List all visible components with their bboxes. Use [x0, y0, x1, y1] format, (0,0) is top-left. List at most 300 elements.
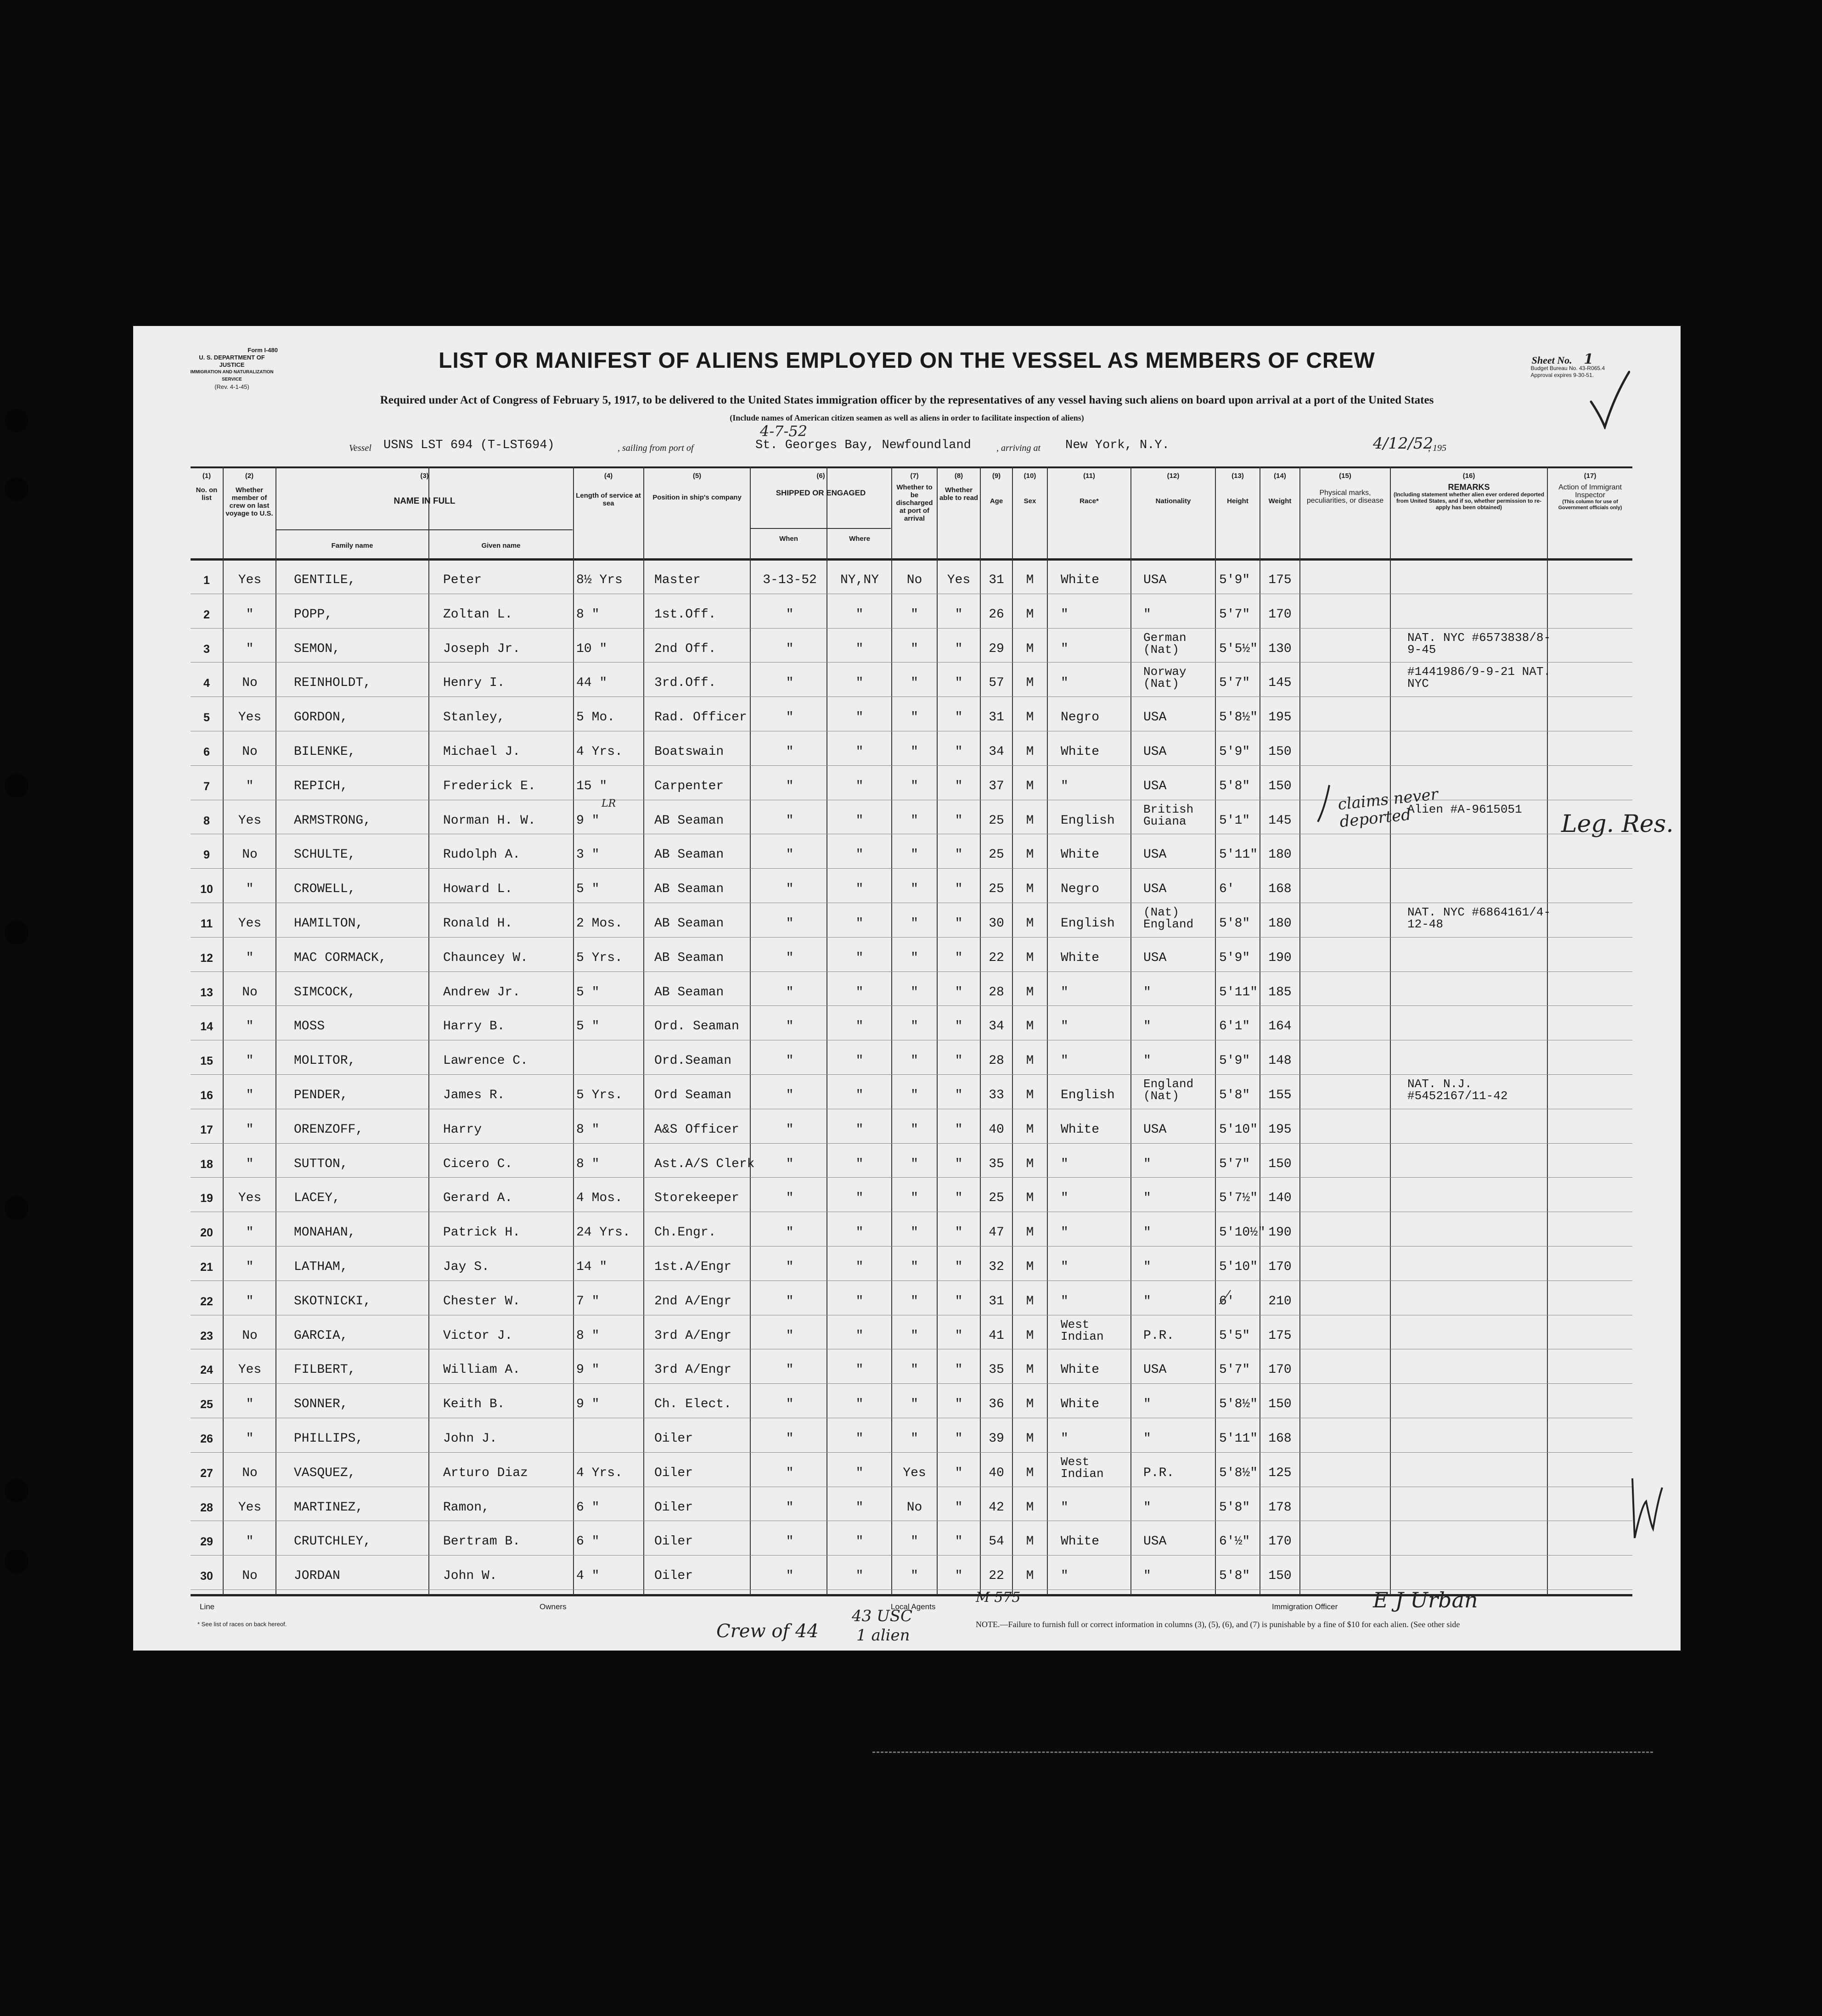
cell-race: " [1061, 985, 1068, 1000]
cell-disch: " [911, 916, 918, 931]
column-rule [573, 466, 574, 1595]
cell-service: 5 Yrs. [576, 950, 623, 965]
cell-disch: " [911, 1225, 918, 1240]
col-label: NAME IN FULL [394, 496, 456, 506]
cell-given: James R. [443, 1088, 505, 1102]
cell-given: Harry B. [443, 1019, 505, 1034]
cell-height: 5'8½" [1219, 710, 1258, 725]
cell-race: White [1061, 848, 1100, 862]
cell-race: White [1061, 745, 1100, 759]
col-13-header [1216, 472, 1260, 505]
cell-age: 33 [989, 1088, 1004, 1102]
cell-no: 27 [200, 1466, 213, 1480]
col-sublabel: (This column for use of Government officials only) [1558, 499, 1622, 511]
when-header: When [779, 535, 798, 543]
cell-age: 26 [989, 607, 1004, 622]
cell-given: Frederick E. [443, 779, 536, 793]
cell-where: " [855, 1225, 864, 1240]
cell-height: 5'9" [1219, 745, 1250, 759]
cell-position: 1st.Off. [654, 607, 716, 622]
cell-weight: 164 [1268, 1019, 1292, 1034]
cell-where: " [855, 710, 864, 725]
cell-read: " [955, 607, 963, 622]
col-number: (11) [1083, 472, 1095, 480]
cell-read: " [955, 779, 963, 793]
crew-table-top-rule [191, 466, 1632, 468]
cell-sex: M [1026, 1432, 1034, 1446]
col-label: Age [990, 497, 1003, 505]
cell-given: Ronald H. [443, 916, 513, 931]
cell-position: 3rd A/Engr [654, 1328, 732, 1343]
cell-weight: 130 [1268, 641, 1292, 656]
cell-crew: Yes [238, 1363, 262, 1377]
header-bottom-rule [191, 558, 1632, 561]
cell-crew: No [242, 745, 258, 759]
cell-given: Patrick H. [443, 1225, 521, 1240]
cell-sex: M [1026, 1294, 1034, 1308]
cell-given: Bertram B. [443, 1534, 521, 1549]
punch-hole [5, 1550, 28, 1573]
cell-race: " [1061, 1260, 1068, 1274]
cell-disch: " [911, 1397, 918, 1412]
col-number: (15) [1339, 472, 1351, 480]
cell-sex: M [1026, 882, 1034, 897]
cell-weight: 170 [1268, 607, 1292, 622]
cell-nat: " [1143, 985, 1151, 1000]
col-12-header [1131, 472, 1215, 505]
cell-crew: " [246, 950, 254, 965]
col-8-header [938, 472, 980, 502]
cell-disch: " [911, 1019, 918, 1034]
cell-read: " [955, 848, 963, 862]
cell-weight: 145 [1268, 676, 1292, 691]
cell-given: Keith B. [443, 1397, 505, 1412]
cell-no: 16 [200, 1089, 213, 1102]
cell-nat: " [1143, 1191, 1151, 1206]
cell-no: 22 [200, 1295, 213, 1308]
department: U. S. DEPARTMENT OF JUSTICE [199, 354, 265, 368]
cell-nat: USA [1143, 848, 1167, 862]
cell-where: " [855, 1191, 864, 1206]
cell-sex: M [1026, 848, 1034, 862]
cell-height: 5'11" [1219, 1432, 1258, 1446]
include-instruction: (Include names of American citizen seamen as well as aliens in order to facilitate inspection of aliens) [730, 413, 1084, 422]
cell-read: " [955, 916, 963, 931]
cell-read: " [955, 641, 963, 656]
cell-age: 31 [989, 1294, 1004, 1308]
cell-crew: Yes [238, 1500, 262, 1515]
cell-weight: 150 [1268, 1569, 1292, 1584]
cell-family: JORDAN [294, 1569, 340, 1584]
cell-age: 40 [989, 1466, 1004, 1480]
cell-given: Chester W. [443, 1294, 521, 1308]
cell-race: " [1061, 676, 1068, 691]
where-header: Where [849, 535, 870, 543]
cell-no: 3 [203, 642, 210, 656]
cell-race: Negro [1061, 882, 1100, 897]
handwritten-claims-note: claims never deported [1337, 785, 1439, 831]
row-rule [191, 1452, 1632, 1453]
footer-line-label: Line [200, 1602, 215, 1611]
cell-nat: " [1143, 1569, 1151, 1584]
col-7-header [892, 472, 937, 522]
cell-read: " [955, 1534, 963, 1549]
col-label: Physical marks, peculiarities, or disease [1306, 489, 1384, 505]
cell-nat: P.R. [1143, 1466, 1175, 1480]
cell-height: 6'1" [1219, 1019, 1250, 1034]
row-rule [191, 1246, 1632, 1247]
cell-position: Oiler [654, 1466, 693, 1480]
cell-given: Ramon, [443, 1500, 489, 1515]
col-number: (13) [1232, 472, 1244, 480]
cell-where: " [855, 676, 864, 691]
cell-service: 8 " [576, 1157, 600, 1171]
cell-read: " [955, 813, 963, 828]
cell-read: " [955, 1328, 963, 1343]
col-10-header [1013, 472, 1047, 505]
col-number: (17) [1584, 472, 1597, 480]
cell-nat: " [1143, 1019, 1151, 1034]
cell-sex: M [1026, 745, 1034, 759]
col-number: (9) [992, 472, 1001, 480]
cell-read: " [955, 1363, 963, 1377]
cell-nat: USA [1143, 779, 1167, 793]
cell-sex: M [1026, 1397, 1034, 1412]
cell-given: Victor J. [443, 1328, 513, 1343]
col-16-header [1391, 472, 1547, 511]
cell-no: 1 [203, 574, 210, 587]
cell-family: GORDON, [294, 710, 348, 725]
cell-read: " [955, 1294, 963, 1308]
cell-age: 47 [989, 1225, 1004, 1240]
cell-when: " [786, 950, 794, 965]
col-number: (10) [1023, 472, 1036, 480]
crew-usc-note: 43 USC [852, 1607, 913, 1625]
cell-when: " [786, 1328, 794, 1343]
cell-weight: 140 [1268, 1191, 1292, 1206]
cell-read: " [955, 1569, 963, 1584]
cell-crew: No [242, 1569, 258, 1584]
cell-position: AB Seaman [654, 882, 724, 897]
cell-position: Ch.Engr. [654, 1225, 716, 1240]
cell-given: Stanley, [443, 710, 505, 725]
cell-service: 8 " [576, 1122, 600, 1137]
cell-height: 5'8" [1219, 1569, 1250, 1584]
cell-crew: Yes [238, 1191, 262, 1206]
cell-age: 34 [989, 1019, 1004, 1034]
cell-where: " [855, 1569, 864, 1584]
cell-weight: 155 [1268, 1088, 1292, 1102]
cell-nat: " [1143, 1054, 1151, 1068]
cell-crew: " [246, 1294, 254, 1308]
cell-family: SIMCOCK, [294, 985, 356, 1000]
scan-artifact-line [872, 1752, 1653, 1753]
cell-where: " [855, 1260, 864, 1274]
cell-age: 28 [989, 1054, 1004, 1068]
cell-age: 57 [989, 676, 1004, 691]
cell-height: 5'7" [1219, 1157, 1250, 1171]
cell-race: " [1061, 1019, 1068, 1034]
cell-height: 5'8" [1219, 1500, 1250, 1515]
col-label: Race* [1080, 497, 1099, 505]
cell-given: Cicero C. [443, 1157, 513, 1171]
cell-given: Gerard A. [443, 1191, 513, 1206]
col-label: Position in ship's company [652, 494, 742, 501]
cell-service: 5 Yrs. [576, 1088, 623, 1102]
cell-sex: M [1026, 1260, 1034, 1274]
cell-height: 6' [1219, 1294, 1235, 1308]
cell-sex: M [1026, 950, 1034, 965]
col-1-header [191, 472, 223, 502]
cell-given: John W. [443, 1569, 497, 1584]
cell-crew: " [246, 1397, 254, 1412]
cell-crew: " [246, 1260, 254, 1274]
col-label: Nationality [1155, 497, 1191, 505]
cell-disch: " [911, 676, 918, 691]
agent-handwritten: M 575 [976, 1589, 1021, 1606]
cell-where: " [855, 1294, 864, 1308]
cell-weight: 168 [1268, 1432, 1292, 1446]
cell-when: " [786, 1534, 794, 1549]
column-rule [1130, 466, 1131, 1595]
cell-position: Ord. Seaman [654, 1019, 739, 1034]
cell-where: " [855, 950, 864, 965]
cell-disch: " [911, 813, 918, 828]
col-label: Height [1227, 497, 1248, 505]
cell-read: " [955, 1466, 963, 1480]
cell-when: " [786, 1019, 794, 1034]
cell-when: " [786, 1225, 794, 1240]
column-rule [643, 466, 644, 1595]
cell-height: 5'5" [1219, 1328, 1250, 1343]
cell-given: Howard L. [443, 882, 513, 897]
col-number: (16) [1462, 472, 1475, 480]
cell-family: VASQUEZ, [294, 1466, 356, 1480]
cell-race: " [1061, 1294, 1068, 1308]
cell-no: 15 [200, 1055, 213, 1068]
cell-weight: 185 [1268, 985, 1292, 1000]
col-number: (12) [1167, 472, 1180, 480]
row-rule [191, 765, 1632, 766]
cell-disch: " [911, 1328, 918, 1343]
cell-when: " [786, 1466, 794, 1480]
footer-officer-label: Immigration Officer [1272, 1602, 1338, 1611]
cell-when: " [786, 985, 794, 1000]
cell-height: 5'9" [1219, 1054, 1250, 1068]
handwritten-strokes [1212, 776, 1350, 1533]
cell-when: " [786, 710, 794, 725]
cell-nat: " [1143, 1397, 1151, 1412]
cell-service: 3 " [576, 848, 600, 862]
cell-service: 5 " [576, 985, 600, 1000]
cell-sex: M [1026, 710, 1034, 725]
cell-where: " [855, 1019, 864, 1034]
service-name: IMMIGRATION AND NATURALIZATION SERVICE [190, 370, 274, 382]
cell-weight: 170 [1268, 1363, 1292, 1377]
cell-nat: " [1143, 1157, 1151, 1171]
cell-race: " [1061, 1225, 1068, 1240]
cell-weight: 170 [1268, 1534, 1292, 1549]
cell-no: 5 [203, 711, 210, 724]
cell-nat: USA [1143, 882, 1167, 897]
row-rule [191, 1074, 1632, 1075]
cell-no: 11 [200, 917, 213, 930]
handwritten-leg-res: Leg. Res. [1561, 810, 1674, 838]
cell-read: " [955, 1122, 963, 1137]
cell-race: White [1061, 1122, 1100, 1137]
cell-family: SKOTNICKI, [294, 1294, 371, 1308]
cell-when: " [786, 1397, 794, 1412]
cell-position: Boatswain [654, 745, 724, 759]
cell-service: 4 Yrs. [576, 1466, 623, 1480]
cell-nat: " [1143, 1260, 1151, 1274]
cell-crew: Yes [238, 916, 262, 931]
row-rule [191, 1005, 1632, 1006]
cell-nat: " [1143, 1432, 1151, 1446]
cell-no: 8 [203, 814, 210, 827]
cell-read: " [955, 985, 963, 1000]
cell-height: 5'11" [1219, 848, 1258, 862]
cell-height: 5'10" [1219, 1122, 1258, 1137]
cell-age: 41 [989, 1328, 1004, 1343]
cell-no: 7 [203, 780, 210, 793]
col-label: Whether able to read [939, 486, 978, 502]
year-label: , 195 [1428, 443, 1446, 453]
cell-family: POPP, [294, 607, 333, 622]
cell-given: Rudolph A. [443, 848, 521, 862]
column-rule [223, 466, 224, 1595]
cell-position: Oiler [654, 1500, 693, 1515]
footer-owners-label: Owners [540, 1602, 567, 1611]
cell-where: NY,NY [840, 573, 879, 587]
sheet-number: 1 [1584, 351, 1593, 367]
cell-family: PENDER, [294, 1088, 348, 1102]
cell-where: " [855, 916, 864, 931]
cell-service: 6 " [576, 1500, 600, 1515]
cell-no: 21 [200, 1261, 213, 1274]
cell-age: 30 [989, 916, 1004, 931]
cell-nat: USA [1143, 745, 1167, 759]
cell-age: 54 [989, 1534, 1004, 1549]
cell-height: 5'8" [1219, 1088, 1250, 1102]
cell-sex: M [1026, 779, 1034, 793]
cell-nat: " [1143, 1500, 1151, 1515]
cell-where: " [855, 745, 864, 759]
cell-sex: M [1026, 573, 1034, 587]
cell-crew: No [242, 985, 258, 1000]
subheader-rule [751, 528, 891, 529]
cell-weight: 145 [1268, 813, 1292, 828]
cell-service: 4 Mos. [576, 1191, 623, 1206]
cell-no: 9 [203, 848, 210, 862]
col-number: (4) [604, 472, 613, 480]
cell-weight: 190 [1268, 950, 1292, 965]
row-rule [191, 1555, 1632, 1556]
cell-crew: No [242, 1328, 258, 1343]
cell-crew: Yes [238, 710, 262, 725]
cell-crew: Yes [238, 813, 262, 828]
cell-age: 31 [989, 710, 1004, 725]
row-rule [191, 1143, 1632, 1144]
cell-service: 5 Mo. [576, 710, 615, 725]
cell-height: 5'9" [1219, 950, 1250, 965]
cell-when: " [786, 641, 794, 656]
col-number: (6) [816, 472, 825, 480]
cell-crew: " [246, 1157, 254, 1171]
cell-nat: (Nat) England [1143, 905, 1194, 931]
col-label: Action of Immigrant Inspector [1558, 483, 1622, 499]
cell-age: 28 [989, 985, 1004, 1000]
crew-alien-note: 1 alien [856, 1626, 910, 1645]
cell-race: " [1061, 1500, 1068, 1515]
cell-family: MARTINEZ, [294, 1500, 364, 1515]
cell-position: AB Seaman [654, 916, 724, 931]
cell-given: Arturo Diaz [443, 1466, 528, 1480]
cell-disch: " [911, 1534, 918, 1549]
cell-family: BILENKE, [294, 745, 356, 759]
cell-disch: " [911, 985, 918, 1000]
cell-race: " [1061, 1432, 1068, 1446]
cell-crew: " [246, 882, 254, 897]
cell-height: 5'8" [1219, 779, 1250, 793]
cell-service: 7 " [576, 1294, 600, 1308]
cell-family: SONNER, [294, 1397, 348, 1412]
handwritten-initials: LR [602, 798, 616, 809]
cell-disch: Yes [903, 1466, 926, 1480]
cell-family: HAMILTON, [294, 916, 364, 931]
punch-hole [5, 1196, 28, 1220]
cell-where: " [855, 779, 864, 793]
form-revision: (Rev. 4-1-45) [214, 383, 249, 390]
col-number: (2) [245, 472, 254, 480]
cell-no: 25 [200, 1398, 213, 1411]
col-14-header [1260, 472, 1299, 505]
cell-nat: " [1143, 607, 1151, 622]
cell-weight: 175 [1268, 1328, 1292, 1343]
budget-number: Budget Bureau No. 43-R065.4 [1530, 365, 1605, 371]
penalty-note: NOTE.—Failure to furnish full or correct information in columns (3), (5), (6), and (7) is punishable by a fine of $10 for each alien. (See other side [976, 1620, 1460, 1629]
cell-no: 26 [200, 1432, 213, 1445]
cell-read: " [955, 1260, 963, 1274]
cell-race: " [1061, 1054, 1068, 1068]
cell-disch: " [911, 1363, 918, 1377]
cell-race: White [1061, 1397, 1100, 1412]
cell-race: Negro [1061, 710, 1100, 725]
cell-no: 28 [200, 1501, 213, 1514]
officer-signature: E J Urban [1373, 1588, 1478, 1612]
cell-nat: " [1143, 1225, 1151, 1240]
cell-position: Carpenter [654, 779, 724, 793]
footer-agents-label: Local Agents [891, 1602, 936, 1611]
cell-when: " [786, 1054, 794, 1068]
cell-service: 2 Mos. [576, 916, 623, 931]
cell-position: Ch. Elect. [654, 1397, 732, 1412]
cell-race: White [1061, 1534, 1100, 1549]
cell-sex: M [1026, 1466, 1034, 1480]
cell-race: West Indian [1061, 1317, 1104, 1343]
cell-family: MOLITOR, [294, 1054, 356, 1068]
given-name-header: Given name [481, 542, 521, 550]
arriving-label: , arriving at [996, 443, 1041, 453]
cell-sex: M [1026, 1569, 1034, 1584]
column-rule [428, 466, 429, 1595]
port-of-arrival: New York, N.Y. [1065, 438, 1170, 452]
race-footnote: * See list of races on back hereof. [197, 1621, 287, 1628]
cell-no: 19 [200, 1192, 213, 1205]
column-rule [1390, 466, 1391, 1595]
row-rule [191, 662, 1632, 663]
cell-service: 5 " [576, 882, 600, 897]
